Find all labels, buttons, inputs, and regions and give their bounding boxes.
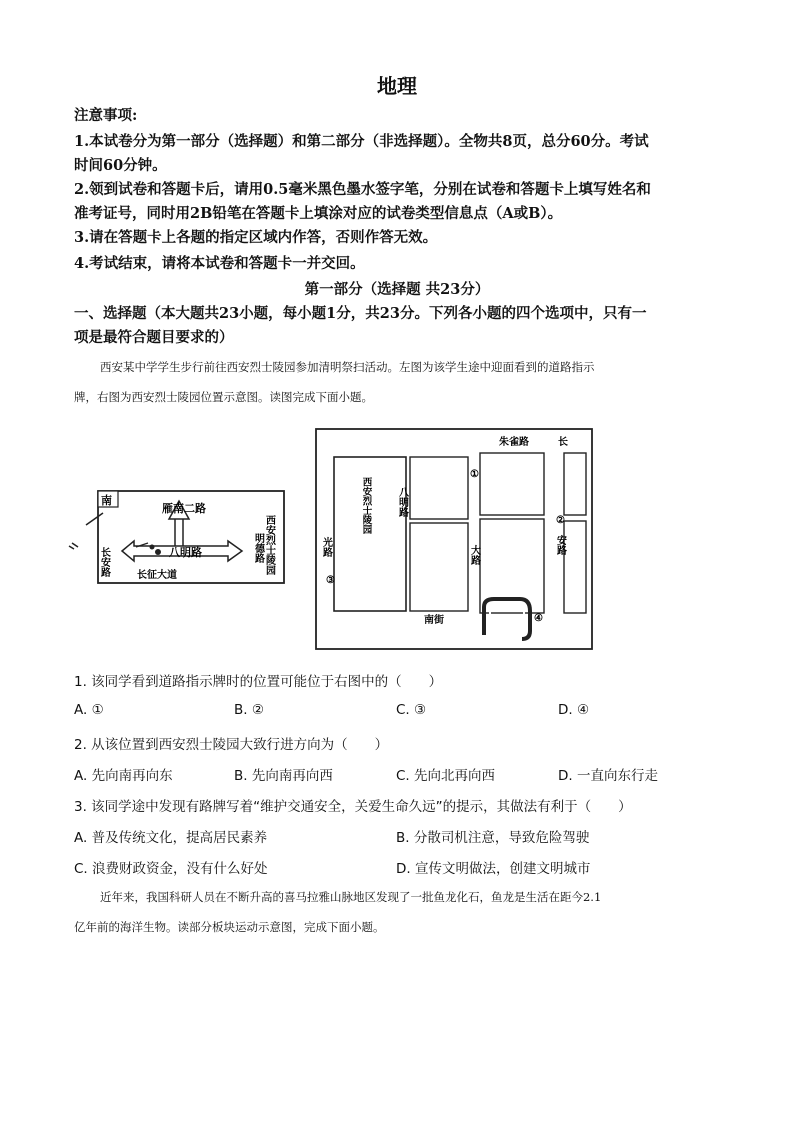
notice-item: 时间60分钟。 [74,157,167,174]
passage-line: 西安某中学学生步行前往西安烈士陵园参加清明祭扫活动。左图为该学生途中迎面看到的道路指示 [100,360,595,374]
map-top-road: 朱雀路 [499,437,529,448]
part-heading: 第一部分（选择题 共23分） [304,281,490,298]
sign-center-road: 八明路 [169,546,202,559]
option: B. 先向南再向西 [234,768,333,784]
option: A. 先向南再向东 [74,768,173,784]
notice-item: 4.考试结束，请将本试卷和答题卡一并交回。 [74,255,365,272]
map-bottom-road: 南街 [424,615,444,626]
notice-item: 1.本试卷分为第一部分（选择题）和第二部分（非选择题）。全物共8页，总分60分。考试 [74,133,649,150]
section-heading: 一、选择题（本大题共23小题，每小题1分，共23分。下列各小题的四个选项中，只有一 [74,305,647,322]
option: D. 宣传文明做法，创建文明城市 [396,861,591,877]
notice-item: 2.领到试卷和答题卡后，请用0.5毫米黑色墨水签字笔，分别在试卷和答题卡上填写姓名和 [74,181,651,198]
sign-south-label: 南 [101,494,112,507]
map-mid-road: 八明路 [396,487,408,517]
passage-line: 亿年前的海洋生物。读部分板块运动示意图，完成下面小题。 [74,920,385,934]
option: B. 分散司机注意，导致危险驾驶 [396,830,590,846]
map-right-road: 安路 [554,535,566,555]
map-left-road: 光路 [320,537,332,557]
map-center-road: 大路 [468,545,480,565]
location-map-figure [314,427,594,651]
notice-item: 3.请在答题卡上各题的指定区域内作答，否则作答无效。 [74,229,438,246]
sign-left-road: 长安路 [98,547,110,577]
section-heading: 项是最符合题目要求的） [74,329,234,346]
option: A. ① [74,702,104,718]
option: A. 普及传统文化，提高居民素养 [74,830,268,846]
option: C. 浪费财政资金，没有什么好处 [74,861,268,877]
map-marker-4: ④ [534,613,543,624]
option: C. ③ [396,702,427,718]
map-marker-2: ② [556,515,565,526]
sign-bottom-road: 长征大道 [137,570,177,581]
option: D. ④ [558,702,590,718]
notice-item: 准考证号，同时用2B铅笔在答题卡上填涂对应的试卷类型信息点（A或B）。 [74,205,563,222]
map-park-label: 西安烈士陵园 [360,477,372,534]
passage-line: 近年来，我国科研人员在不断升高的喜马拉雅山脉地区发现了一批鱼龙化石，鱼龙是生活在距今2.1 [100,890,602,904]
passage-line: 牌，右图为西安烈士陵园位置示意图。读图完成下面小题。 [74,390,373,404]
road-sign-figure [66,485,292,585]
sign-north-road: 雁南二路 [162,502,206,515]
page-title: 地理 [377,74,417,98]
question-stem: 3. 该同学途中发现有路牌写着“维护交通安全，关爱生命久远”的提示，其做法有利于（ ） [74,799,632,815]
option: D. 一直向东行走 [558,768,658,784]
sign-right-place: 西安烈士陵园 [263,515,275,575]
sign-right-road: 明德路 [252,533,264,563]
map-marker-1: ① [470,469,479,480]
map-top-right: 长 [558,437,568,448]
map-marker-3: ③ [326,575,335,586]
option: B. ② [234,702,264,718]
notice-heading: 注意事项: [74,107,138,124]
question-stem: 1. 该同学看到道路指示牌时的位置可能位于右图中的（ ） [74,674,443,690]
option: C. 先向北再向西 [396,768,496,784]
question-stem: 2. 从该位置到西安烈士陵园大致行进方向为（ ） [74,737,389,753]
